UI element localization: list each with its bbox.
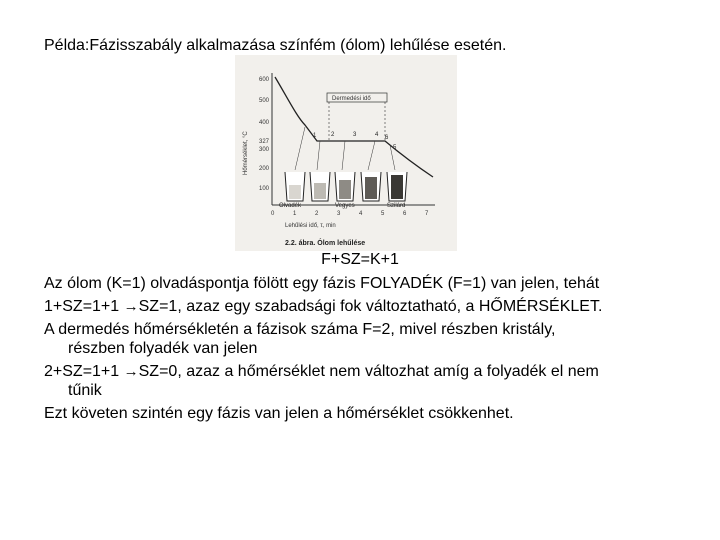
x-tick: 6	[403, 211, 407, 217]
x-tick: 1	[293, 211, 297, 217]
y-tick: 500	[259, 98, 270, 104]
y-tick: 327	[259, 139, 270, 145]
point-label: 6	[385, 135, 389, 141]
y-tick: 200	[259, 166, 270, 172]
y-tick: 300	[259, 147, 270, 153]
paragraph: Ezt követen szintén egy fázis van jelen a hőmérséklet csökkenhet.	[44, 405, 514, 422]
solidification-time-label: Dermedési idő	[332, 96, 371, 102]
figure-caption: 2.2. ábra. Ólom lehűlése	[285, 240, 366, 247]
point-label: 3	[353, 132, 357, 138]
point-label: 2	[331, 132, 335, 138]
paragraph	[44, 318, 704, 357]
paragraph-text: részben folyadék van jelen	[68, 340, 258, 357]
paragraph	[44, 360, 704, 399]
stage-label: Vegyes	[335, 203, 355, 209]
paragraph-text: SZ=1, azaz egy szabadsági fok változtatható, a HŐMÉRSÉKLET.	[138, 298, 603, 315]
equation: 1+SZ=1+1	[44, 298, 124, 315]
paragraph-text: A dermedés hőmérsékletén a fázisok száma F=2, mivel részben kristály,	[44, 321, 556, 338]
phase-rule-formula: F+SZ=K+1	[321, 251, 399, 268]
point-label: 4	[375, 132, 379, 138]
x-tick: 4	[359, 211, 363, 217]
arrow-icon: →	[123, 363, 139, 380]
x-axis-label: Lehűlési idő, τ, min	[285, 223, 336, 229]
cooling-curve	[275, 77, 433, 177]
stage-label: Szilárd	[387, 203, 406, 209]
x-tick: 7	[425, 211, 429, 217]
y-tick: 400	[259, 120, 270, 126]
paragraph-text: tűnik	[68, 382, 102, 399]
cooling-curve-figure	[235, 55, 457, 251]
explanation-text	[44, 272, 704, 425]
x-tick: 0	[271, 211, 275, 217]
paragraph-text	[44, 360, 704, 383]
point-label: 1	[313, 133, 317, 139]
stage-label: Olvadék	[279, 203, 302, 209]
paragraph: Az ólom (K=1) olvadáspontja fölött egy fázis FOLYADÉK (F=1) van jelen, tehát	[44, 275, 600, 292]
x-tick: 2	[315, 211, 319, 217]
slide-title: Példa:Fázisszabály alkalmazása színfém (ólom) lehűlése esetén.	[44, 37, 507, 54]
y-tick: 100	[259, 186, 270, 192]
arrow-icon: →	[123, 298, 139, 315]
y-axis-label: Hőmérséklet, °C	[243, 131, 249, 175]
point-label: 5	[393, 145, 397, 151]
y-tick: 600	[259, 77, 270, 83]
x-tick: 5	[381, 211, 385, 217]
paragraph	[44, 295, 704, 318]
x-tick: 3	[337, 211, 341, 217]
equation: 2+SZ=1+1	[44, 363, 124, 380]
paragraph-text: SZ=0, azaz a hőmérséklet nem változhat amíg a folyadék el nem	[138, 363, 599, 380]
